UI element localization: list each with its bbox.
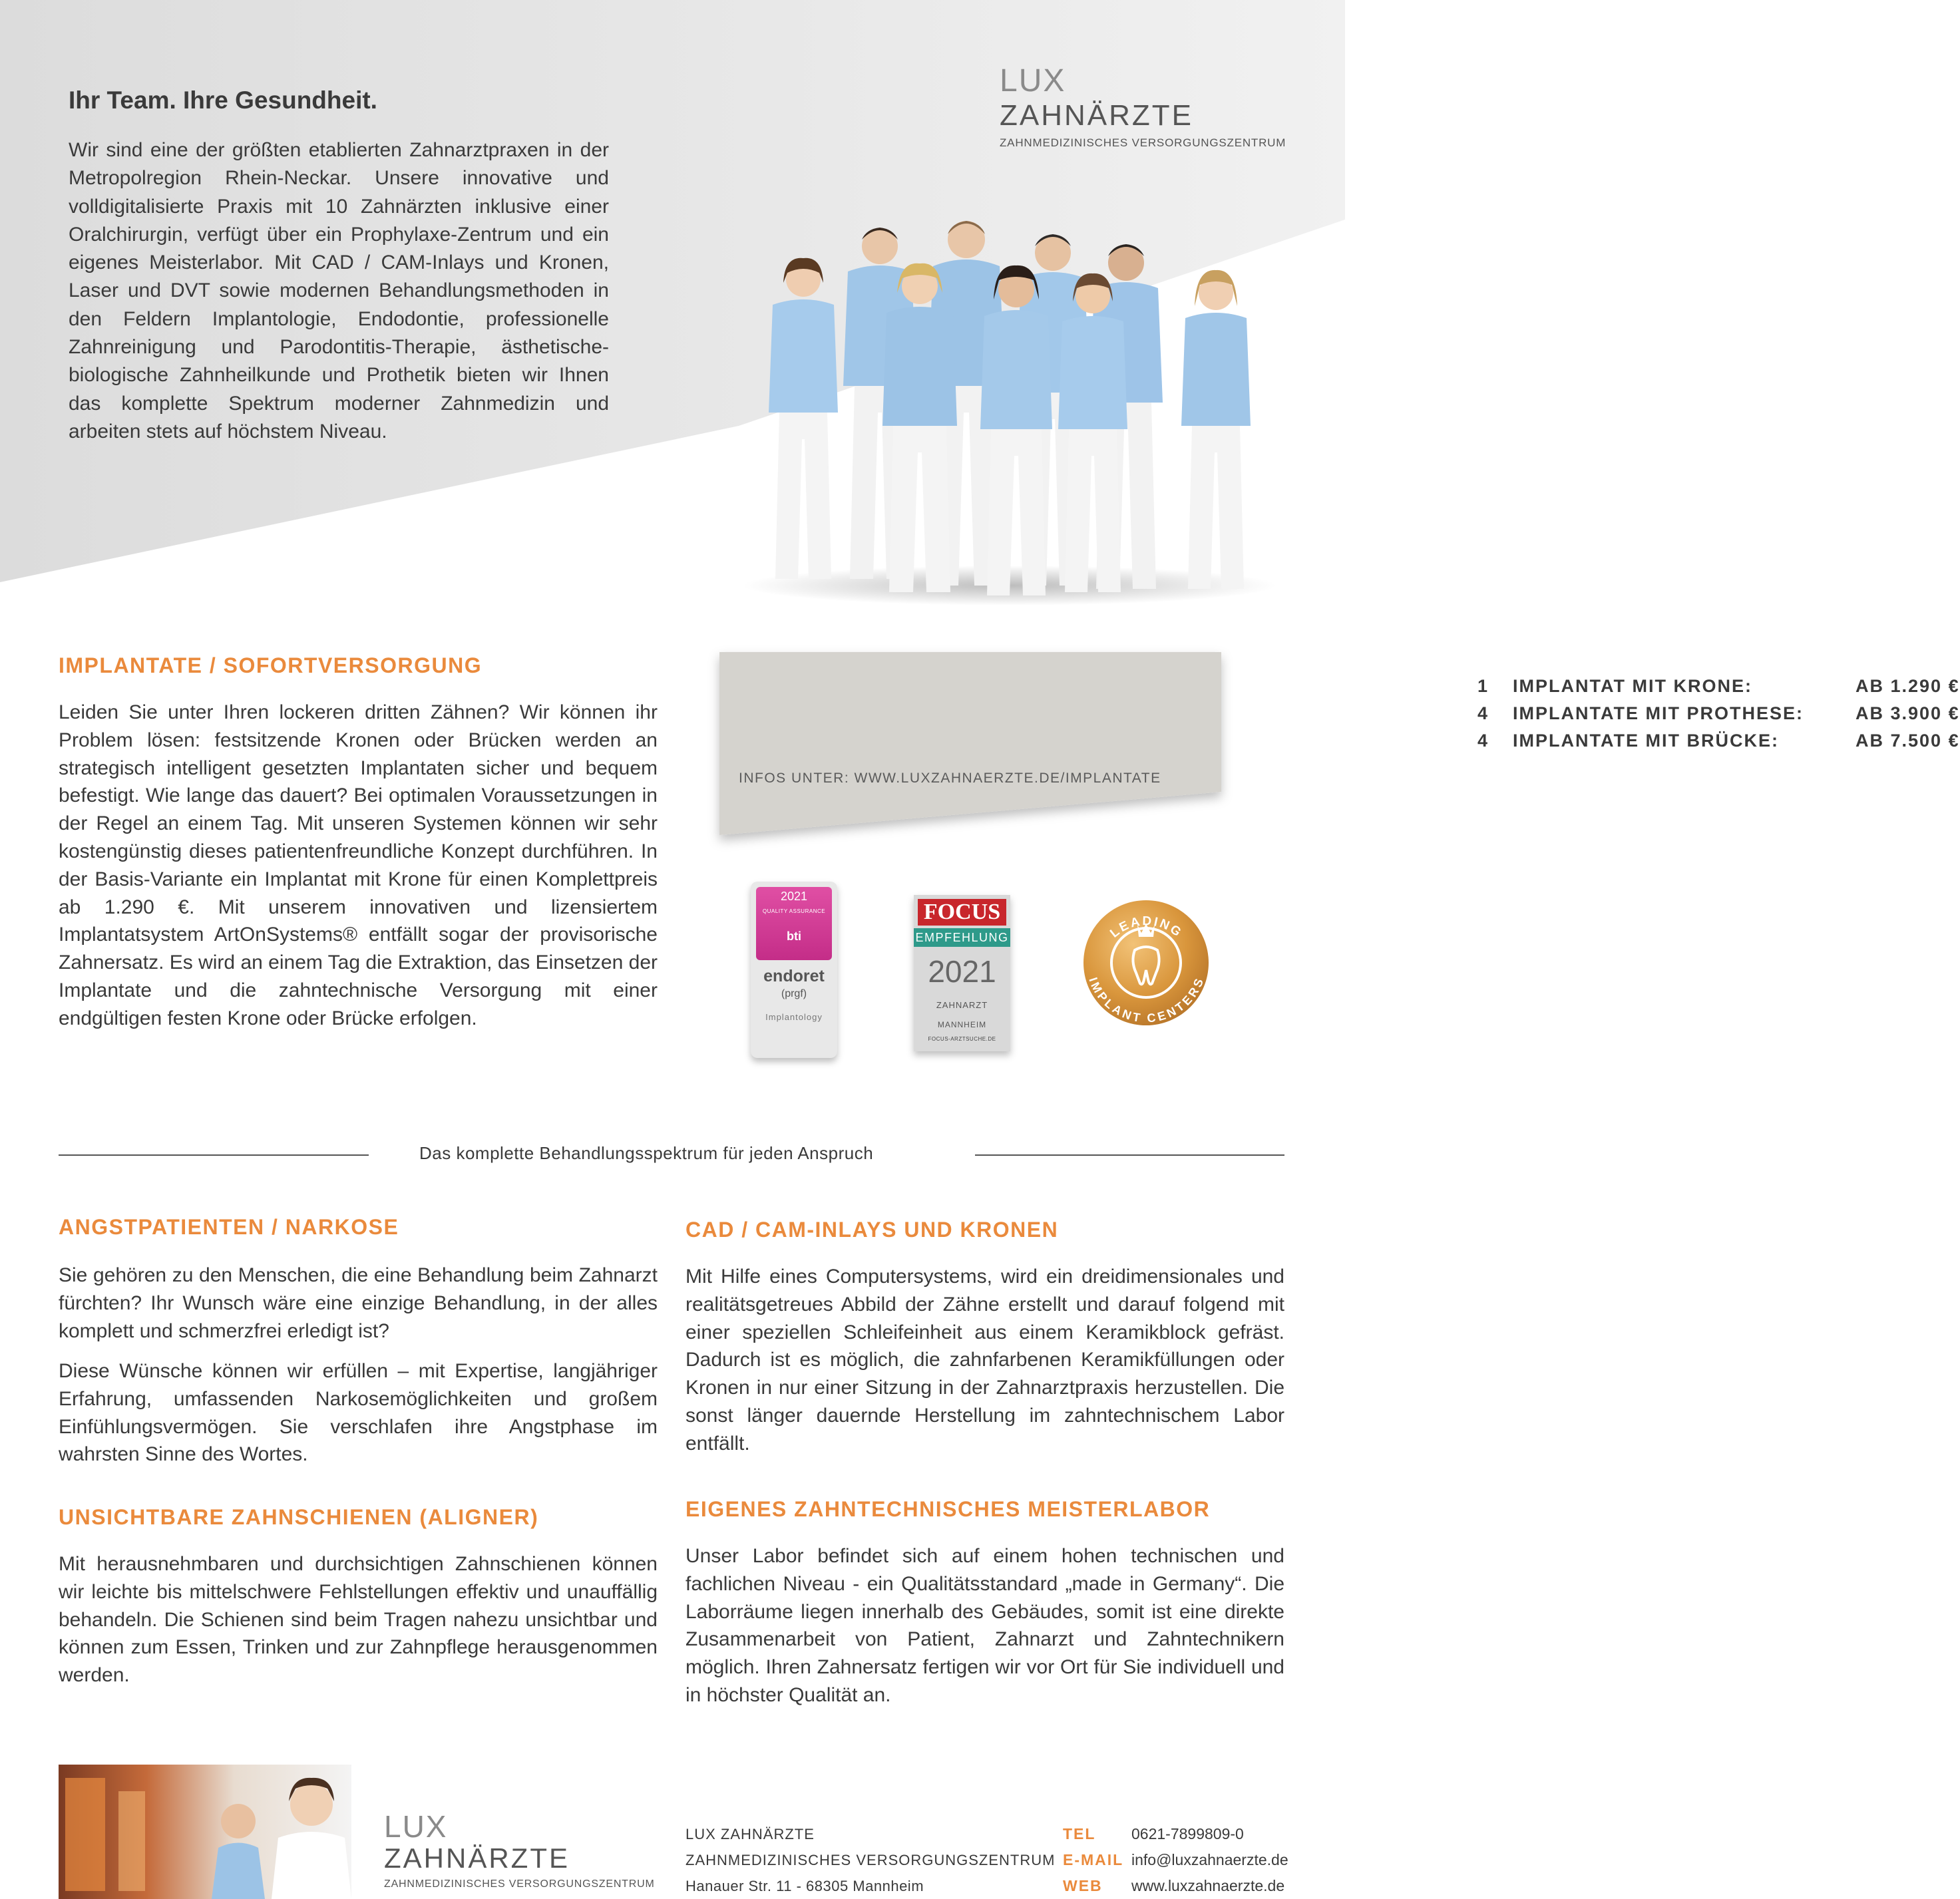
leading-implant-centers-badge [1081,898,1211,1028]
aligner-text: Mit herausnehmbaren und durchsichtigen Zahnschienen können wir leichte bis mittelschwere Fehlstellungen effektiv und unauffällig behandeln. Die Schienen sind beim Tragen nahezu unsichtbar und können zum Essen, Trinken und zur Zahnpflege herausgenommen werden. [59,1553,658,1687]
price-count: 4 [1477,731,1489,751]
footer-logo [384,1811,655,1890]
footer-photo [59,1765,351,1899]
endoret-badge [751,882,837,1058]
logo [1000,65,1286,148]
implantate-text: Leiden Sie unter Ihren lockeren dritten Zähnen? Wir können ihr Problem lösen: festsitzende Kronen oder Brücken werden an strategisch intelligent gesetzten Implantaten sicher und bequem befestigt. Wie lange das dauert? Bei optimalen Voraussetzungen in der Regel an einem Tag. Mit unseren Systemen können wir sehr kostengünstig dieses patientenfreundliche Konzept durchführen. In der Basis-Variante ein Implantat mit Krone für einen Komplettpreis ab 1.290 €. Mit unserem innovativen und lizensiertem Implantatsystem ArtOnSystems® entfällt sogar der provisorische Zahnersatz. Es wird an einem Tag die Extraktion, das Einsetzen der Implantate und die zahntechnische Versorgung mit einer endgültigen festen Krone oder Brücke erfolgen. [59,701,658,1029]
cad-text: Mit Hilfe eines Computersystems, wird ein dreidimensionales und realitätsgetreues Abbild der Zähne erstellt und darauf folgend mit einer speziellen Schleifeinheit aus einem Keramikblock gefräst. Dadurch ist es möglich, die zahnfarbenen Keramikfüllungen oder Kronen in nur einer Sitzung in der Zahnarztpraxis herzustellen. Die sonst länger dauernde Herstellung im zahntechnischem Labor entfällt. [686,1266,1284,1455]
lic-bottom-text: IMPLANT CENTERS [1086,975,1207,1025]
divider-left [59,1154,369,1156]
price-value: AB 3.900 € [1856,703,1960,723]
footer-company: LUX ZAHNÄRZTE [686,1826,815,1842]
labor-text: Unser Labor befindet sich auf einem hohen technischen und fachlichen Niveau - ein Qualitätsstandard „made in Germany“. Die Laborräume liegen innerhalb des Gebäudes, somit ist eine direkte Zusammenarbeit von Patient, Zahnarzt und Zahntechnikern möglich. Ihren Zahnersatz fertigen wir vor Ort für Sie individuell und in höchster Qualität an. [686,1545,1284,1706]
price-value: AB 7.500 € [1856,731,1960,751]
angst-text-2: Diese Wünsche können wir erfüllen – mit Expertise, langjähriger Erfahrung, umfassenden Narkosemöglichkeiten und großem Einfühlungsvermögen. Sie verschlafen ihre Angstphase im wahrsten Sinne des Wortes. [59,1360,658,1466]
footer-web[interactable]: www.luxzahnaerzte.de [1131,1877,1285,1894]
price-value: AB 1.290 € [1856,676,1960,696]
divider-right [975,1154,1284,1156]
footer-address: Hanauer Str. 11 - 68305 Mannheim [686,1878,924,1894]
price-label: IMPLANTATE MIT PROTHESE: [1513,703,1804,723]
footer-company-type: ZAHNMEDIZINISCHES VERSORGUNGSZENTRUM [686,1852,1056,1868]
hero-title: Ihr Team. Ihre Gesundheit. [69,86,377,114]
footer-web-label: WEB [1063,1877,1103,1894]
price-count: 4 [1477,703,1489,723]
team-photo [740,213,1279,605]
labor-title: EIGENES ZAHNTECHNISCHES MEISTERLABOR [686,1497,1211,1521]
angst-text-1: Sie gehören zu den Menschen, die eine Behandlung beim Zahnarzt fürchten? Ihr Wunsch wäre eine einzige Behandlung, in der alles komplett und schmerzfrei erledigt ist? [59,1264,658,1342]
focus-logo: FOCUS [918,899,1006,926]
endoret-assurance: QUALITY ASSURANCE [762,908,826,914]
implantate-title: IMPLANTATE / SOFORTVERSORGUNG [59,653,483,677]
price-label: IMPLANTAT MIT KRONE: [1513,676,1752,696]
price-label: IMPLANTATE MIT BRÜCKE: [1513,731,1779,751]
footer-tel-label: TEL [1063,1825,1096,1842]
logo-subtitle: ZAHNMEDIZINISCHES VERSORGUNGSZENTRUM [1000,136,1286,149]
price-count: 1 [1477,676,1489,696]
focus-city: MANNHEIM [937,1020,987,1029]
hero-text: Wir sind eine der größten etablierten Zahnarztpraxen in der Metropolregion Rhein-Neckar. Unsere innovative und volldigitalisierte Praxis mit 10 Zahnärzten inklusive einer Oralchirurgin, verfügt über ein Prophylaxe-Zentrum und ein eigenes Meisterlabor. Mit CAD / CAM-Inlays und Kronen, Laser und DVT sowie modernen Behandlungsmethoden in den Feldern Implantologie, Endodontie, professionelle Zahnreinigung und Parodontitis-Therapie, ästhetische-biologische Zahnheilkunde und Prothetik bieten wir Ihnen das komplette Spektrum moderner Zahnmedizin und arbeiten stets auf höchstem Niveau. [69,139,609,442]
footer-email-label: E-MAIL [1063,1851,1124,1868]
footer-tel[interactable]: 0621-7899809-0 [1131,1825,1244,1842]
endoret-year: 2021 [780,890,808,903]
footer-email[interactable]: info@luxzahnaerzte.de [1131,1851,1288,1868]
cad-title: CAD / CAM-INLAYS UND KRONEN [686,1218,1059,1242]
focus-site: FOCUS-ARZTSUCHE.DE [928,1036,996,1042]
footer-logo-lux: LUX [384,1809,448,1844]
endoret-implantology: Implantology [765,1012,823,1022]
focus-badge [914,895,1010,1051]
lic-top-text: LEADING [1107,914,1185,941]
price-info-link[interactable]: INFOS UNTER: WWW.LUXZAHNAERZTE.DE/IMPLANTATE [739,771,1161,786]
price-box [715,652,1225,842]
bti-logo: bti [787,930,801,943]
focus-empfehlung: EMPFEHLUNG [914,928,1010,947]
divider-text: Das komplette Behandlungsspektrum für jeden Anspruch [419,1143,874,1163]
endoret-name: endoret [763,967,825,985]
aligner-title: UNSICHTBARE ZAHNSCHIENEN (ALIGNER) [59,1505,539,1529]
focus-field: ZAHNARZT [936,1000,988,1010]
footer-logo-subtitle: ZAHNMEDIZINISCHES VERSORGUNGSZENTRUM [384,1878,655,1890]
footer-logo-zahnaerzte: ZAHNÄRZTE [384,1842,570,1874]
focus-year: 2021 [928,954,996,989]
angst-title: ANGSTPATIENTEN / NARKOSE [59,1215,399,1239]
logo-lux: LUX [1000,63,1066,98]
logo-zahnaerzte: ZAHNÄRZTE [1000,99,1193,132]
endoret-prgf: (prgf) [781,988,807,999]
